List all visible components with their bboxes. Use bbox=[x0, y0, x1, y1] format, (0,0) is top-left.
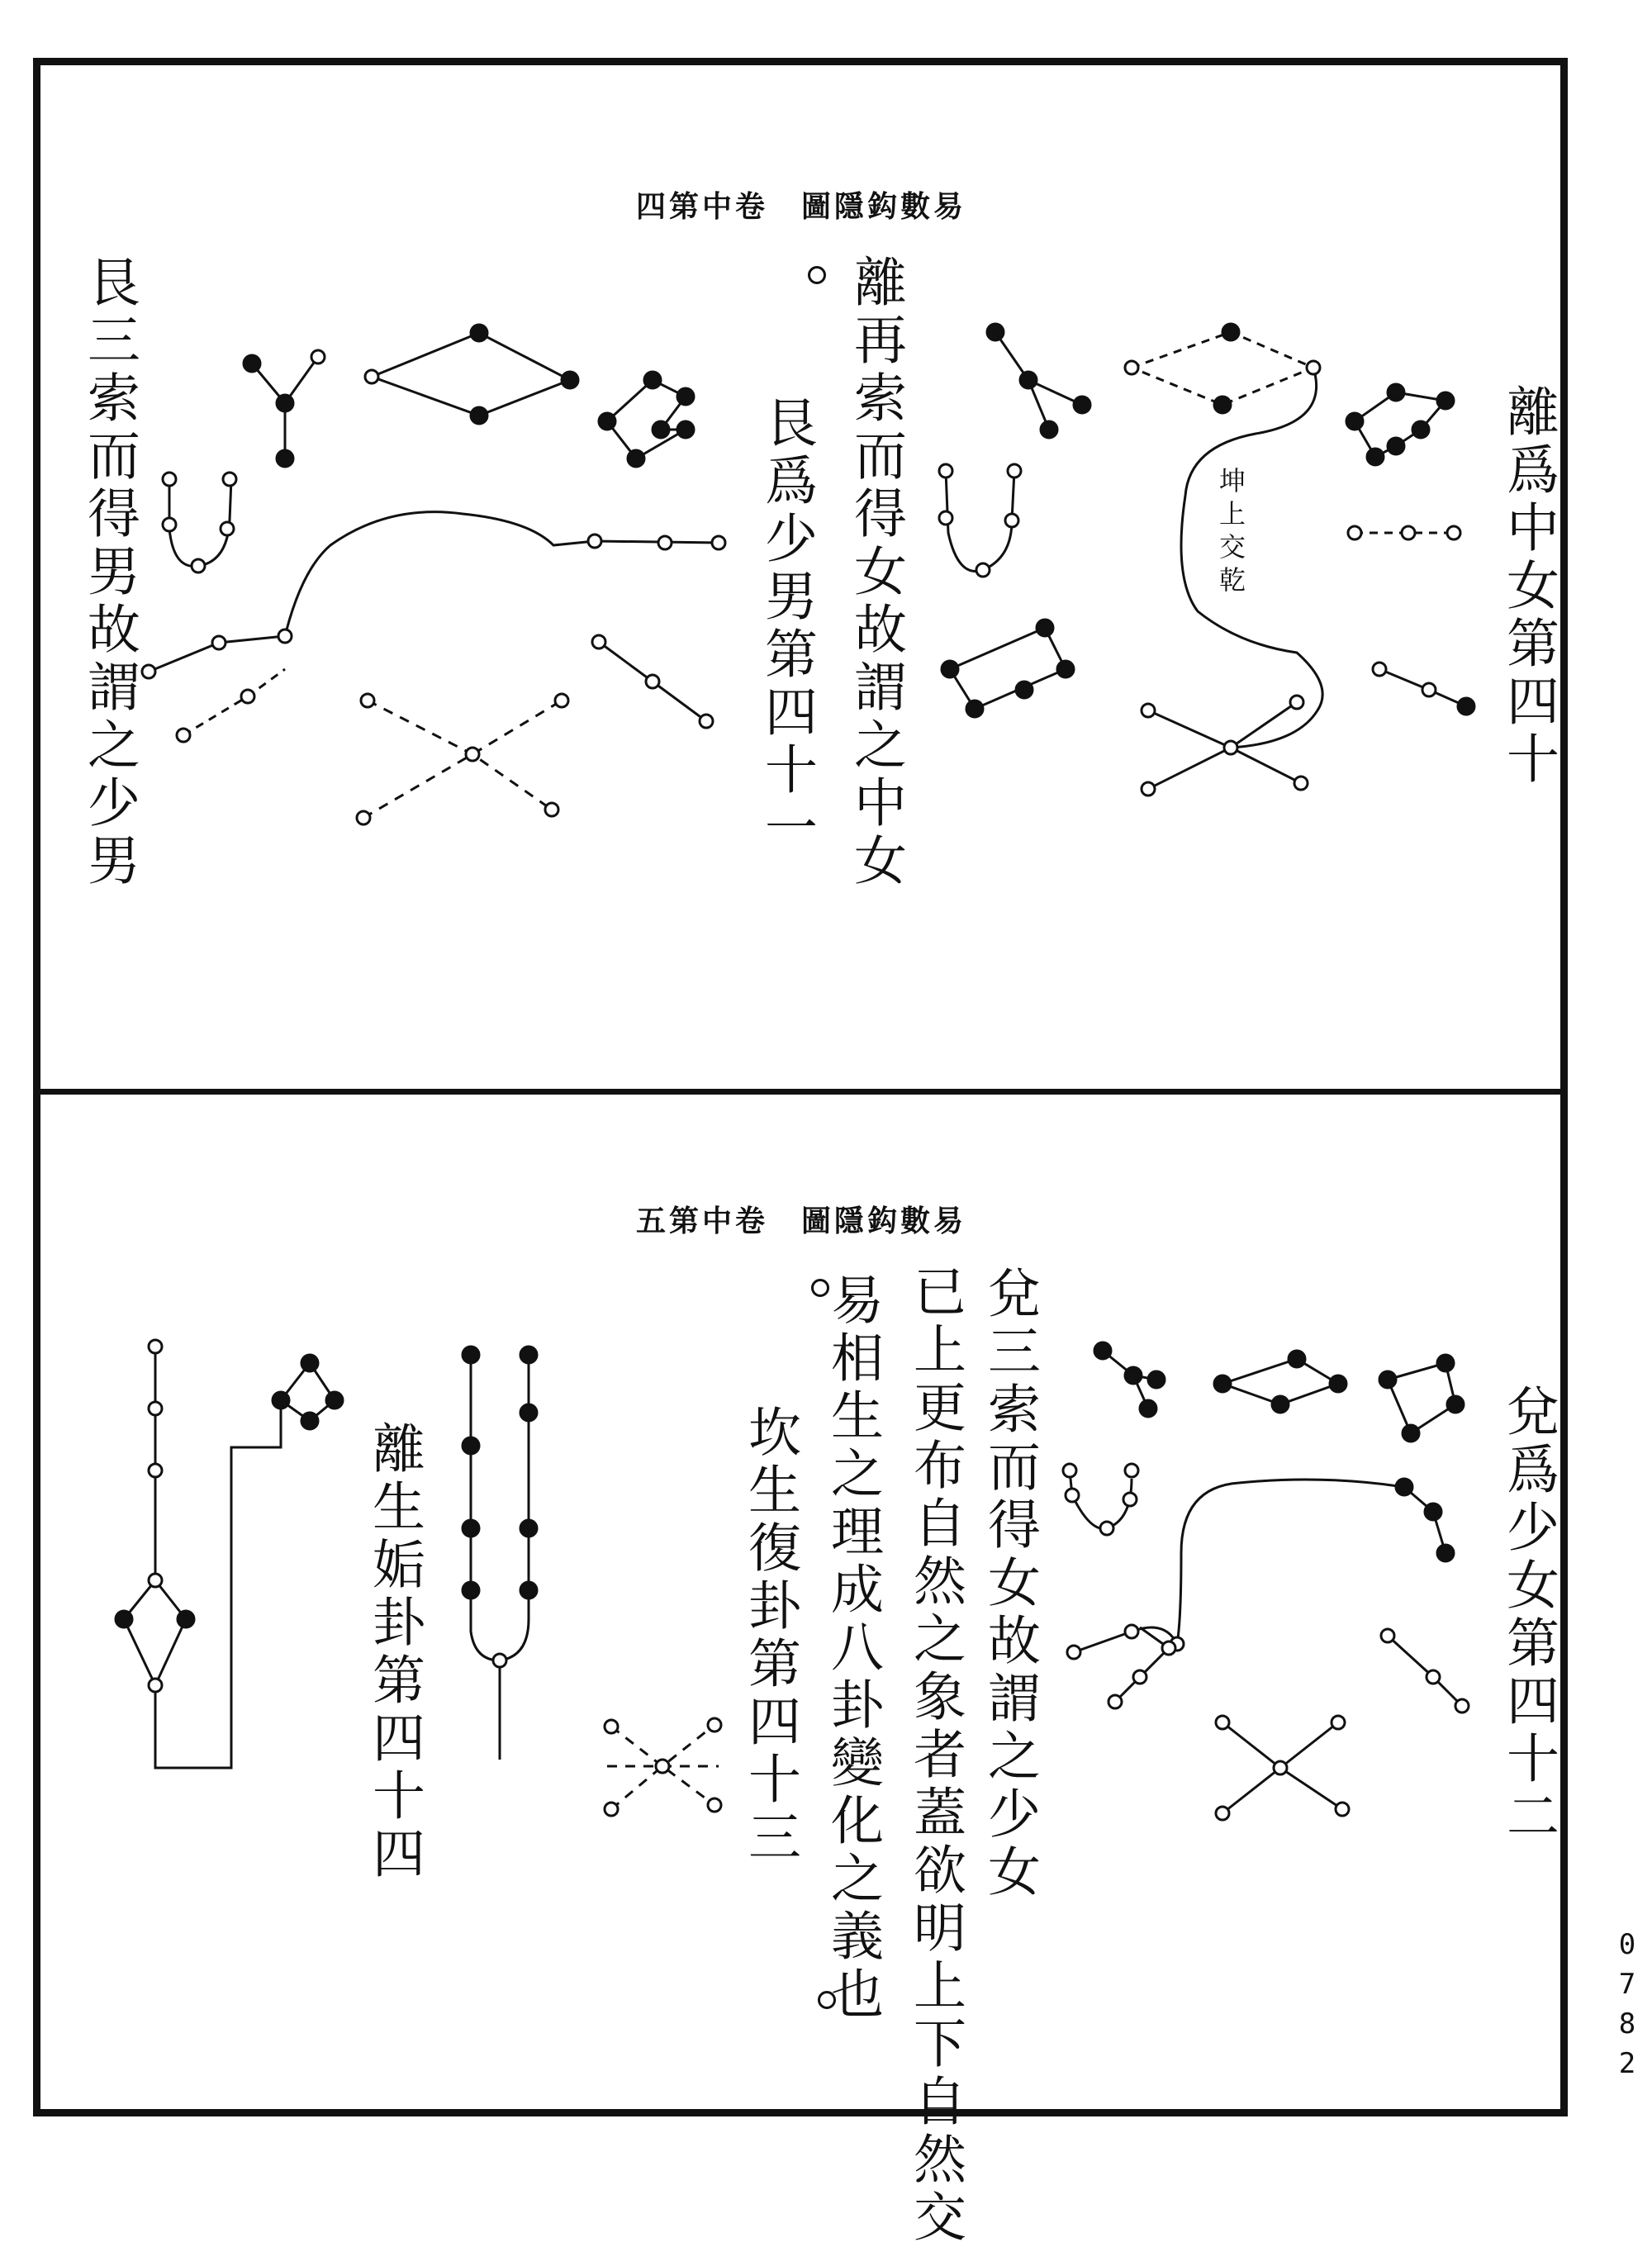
bottom-header: 五第中卷 圖隱鈎數易 bbox=[636, 1204, 967, 1238]
hollow-node bbox=[177, 729, 190, 742]
filled-node bbox=[116, 1611, 132, 1627]
filled-node bbox=[277, 450, 293, 467]
filled-node bbox=[644, 372, 661, 388]
hollow-node bbox=[605, 1720, 618, 1733]
filled-node bbox=[1272, 1396, 1289, 1413]
hollow-node bbox=[646, 675, 659, 688]
u-figure bbox=[169, 479, 231, 566]
hollow-node bbox=[939, 464, 952, 477]
rect-figure bbox=[950, 628, 1066, 709]
filled-node bbox=[1437, 1355, 1454, 1371]
circle-marker bbox=[808, 266, 826, 284]
hollow-node bbox=[1133, 1670, 1146, 1684]
hollow-node bbox=[149, 1340, 162, 1353]
hollow-node bbox=[1381, 1629, 1394, 1642]
hollow-node bbox=[163, 473, 176, 486]
hollow-node bbox=[241, 690, 254, 703]
filled-node bbox=[1222, 324, 1239, 340]
hollow-node bbox=[1100, 1522, 1113, 1535]
filled-node bbox=[301, 1413, 318, 1429]
filled-node bbox=[1020, 372, 1037, 388]
hollow-node bbox=[1274, 1761, 1287, 1774]
hollow-node bbox=[278, 629, 292, 643]
hollow-node bbox=[1427, 1670, 1440, 1684]
hollow-node bbox=[1216, 1807, 1229, 1820]
filled-node bbox=[1425, 1504, 1441, 1520]
filled-node bbox=[463, 1347, 479, 1363]
hollow-node bbox=[361, 694, 374, 707]
hollow-node bbox=[493, 1654, 506, 1667]
hollow-node bbox=[1067, 1646, 1080, 1659]
hollow-node bbox=[1224, 741, 1237, 754]
filled-node bbox=[1412, 421, 1429, 438]
top-header: 四第中卷 圖隱鈎數易 bbox=[636, 189, 967, 224]
hollow-node bbox=[1455, 1699, 1469, 1713]
filled-node bbox=[520, 1347, 537, 1363]
filled-node bbox=[1094, 1342, 1111, 1359]
filled-node bbox=[1330, 1375, 1346, 1392]
hollow-node bbox=[1162, 1641, 1175, 1655]
hollow-node bbox=[592, 635, 605, 648]
hollow-node bbox=[163, 518, 176, 531]
diamond-figure bbox=[372, 333, 570, 416]
hollow-node bbox=[708, 1718, 721, 1732]
hollow-node bbox=[1216, 1716, 1229, 1729]
hollow-node bbox=[588, 534, 601, 548]
hollow-node bbox=[1348, 526, 1361, 539]
hollow-node bbox=[149, 1402, 162, 1415]
filled-node bbox=[677, 388, 694, 405]
hollow-node bbox=[1294, 777, 1308, 790]
hollow-node bbox=[1108, 1695, 1122, 1708]
hollow-node bbox=[545, 803, 558, 816]
hollow-node bbox=[1402, 526, 1415, 539]
filled-node bbox=[1148, 1371, 1165, 1388]
hollow-node bbox=[192, 559, 205, 572]
filled-node bbox=[1140, 1400, 1156, 1417]
filled-node bbox=[471, 407, 487, 424]
filled-node bbox=[966, 701, 983, 717]
hollow-node bbox=[939, 511, 952, 525]
bottom-middle-title: 坎生復卦第四十三 bbox=[739, 1404, 800, 1867]
filled-node bbox=[301, 1355, 318, 1371]
hollow-node bbox=[1125, 361, 1138, 374]
filled-node bbox=[677, 421, 694, 438]
top-left-text: 艮三索而得男故謂之少男 bbox=[78, 254, 140, 891]
hollow-node bbox=[1373, 663, 1386, 676]
bottom-middle-text-1: 兌三索而得女故謂之少女 bbox=[979, 1266, 1040, 1902]
hollow-node bbox=[311, 350, 325, 363]
filled-node bbox=[1458, 698, 1474, 715]
bottom-middle-text-2: 已上更布自然之象者蓋欲明上下自然交 bbox=[904, 1264, 966, 2247]
hollow-node bbox=[466, 748, 479, 761]
hollow-node bbox=[1447, 526, 1460, 539]
filled-node bbox=[1057, 661, 1074, 677]
hollow-node bbox=[365, 370, 378, 383]
filled-node bbox=[1437, 1545, 1454, 1561]
hollow-node bbox=[357, 811, 370, 824]
filled-node bbox=[1041, 421, 1057, 438]
filled-node bbox=[942, 661, 958, 677]
filled-node bbox=[599, 413, 615, 430]
hollow-node bbox=[149, 1464, 162, 1477]
filled-node bbox=[244, 355, 260, 372]
filled-node bbox=[1125, 1367, 1142, 1384]
filled-node bbox=[653, 421, 669, 438]
bottom-right-title: 兌爲少女第四十二 bbox=[1498, 1384, 1559, 1846]
hollow-node bbox=[1008, 464, 1021, 477]
hollow-node bbox=[221, 522, 234, 535]
filled-node bbox=[628, 450, 644, 467]
filled-node bbox=[1214, 1375, 1231, 1392]
filled-node bbox=[1016, 682, 1032, 698]
filled-node bbox=[1388, 438, 1404, 454]
circle-marker bbox=[818, 1991, 836, 2009]
hollow-node bbox=[1332, 1716, 1345, 1729]
bottom-middle-text-3: 易相生之理成八卦變化之義也 bbox=[822, 1272, 883, 2024]
hollow-node bbox=[212, 636, 225, 649]
hollow-node bbox=[149, 1574, 162, 1587]
hollow-node bbox=[1422, 683, 1436, 696]
x-figure bbox=[363, 701, 562, 818]
river-curve bbox=[1181, 368, 1322, 748]
square-figure-2 bbox=[1388, 1363, 1455, 1433]
curve-figure bbox=[149, 512, 719, 672]
top-middle-title: 艮爲少男第四十一 bbox=[756, 395, 817, 857]
dashed-line bbox=[183, 669, 285, 735]
filled-node bbox=[1289, 1351, 1305, 1367]
chain-figure bbox=[995, 332, 1082, 430]
filled-node bbox=[277, 395, 293, 411]
filled-node bbox=[463, 1520, 479, 1537]
filled-node bbox=[520, 1582, 537, 1599]
filled-node bbox=[178, 1611, 194, 1627]
hollow-node bbox=[1307, 361, 1320, 374]
hollow-node bbox=[149, 1679, 162, 1692]
hollow-node bbox=[656, 1760, 669, 1773]
hollow-node bbox=[1142, 782, 1155, 796]
hollow-node bbox=[1336, 1803, 1349, 1816]
hollow-node bbox=[712, 536, 725, 549]
filled-node bbox=[520, 1404, 537, 1421]
filled-node bbox=[471, 325, 487, 341]
filled-node bbox=[1074, 397, 1090, 413]
filled-node bbox=[1447, 1396, 1464, 1413]
filled-node bbox=[326, 1392, 343, 1409]
filled-node bbox=[1346, 413, 1363, 430]
filled-node bbox=[1379, 1371, 1396, 1388]
filled-node bbox=[463, 1582, 479, 1599]
hollow-node bbox=[708, 1798, 721, 1812]
hollow-node bbox=[1063, 1464, 1076, 1477]
hollow-node bbox=[658, 536, 672, 549]
hollow-node bbox=[1125, 1625, 1138, 1638]
hollow-node bbox=[555, 694, 568, 707]
diag-line-3 bbox=[1388, 1636, 1462, 1706]
hollow-node bbox=[1290, 696, 1303, 709]
filled-node bbox=[1396, 1479, 1412, 1495]
hollow-node bbox=[142, 665, 155, 678]
hollow-node bbox=[223, 473, 236, 486]
filled-node bbox=[1037, 620, 1053, 636]
dashed-diamond bbox=[1132, 332, 1313, 405]
chain-figure-3 bbox=[1115, 1627, 1169, 1702]
filled-node bbox=[463, 1437, 479, 1454]
hollow-node bbox=[1066, 1489, 1079, 1502]
hollow-node bbox=[976, 563, 990, 577]
filled-node bbox=[273, 1392, 289, 1409]
top-middle-text: 離再索而得女故謂之中女 bbox=[845, 254, 906, 891]
filled-node bbox=[1403, 1425, 1419, 1442]
filled-node bbox=[520, 1520, 537, 1537]
filled-node bbox=[562, 372, 578, 388]
filled-node bbox=[1214, 397, 1231, 413]
hollow-node bbox=[605, 1803, 618, 1816]
top-right-title: 離爲中女第四十 bbox=[1498, 384, 1559, 789]
filled-node bbox=[987, 324, 1004, 340]
hollow-node bbox=[700, 715, 713, 728]
diagram-label: 坤上交乾 bbox=[1215, 467, 1246, 599]
square-figure bbox=[607, 380, 686, 458]
filled-node bbox=[1388, 384, 1404, 401]
hollow-node bbox=[1005, 514, 1018, 527]
hollow-node bbox=[1142, 704, 1155, 717]
filled-node bbox=[1437, 392, 1454, 409]
hollow-node bbox=[1123, 1493, 1137, 1506]
page-number: 0782 bbox=[1618, 1928, 1636, 2080]
filled-node bbox=[1367, 449, 1384, 465]
bottom-left-title: 離生姤卦第四十四 bbox=[363, 1421, 425, 1884]
hollow-node bbox=[1125, 1464, 1138, 1477]
